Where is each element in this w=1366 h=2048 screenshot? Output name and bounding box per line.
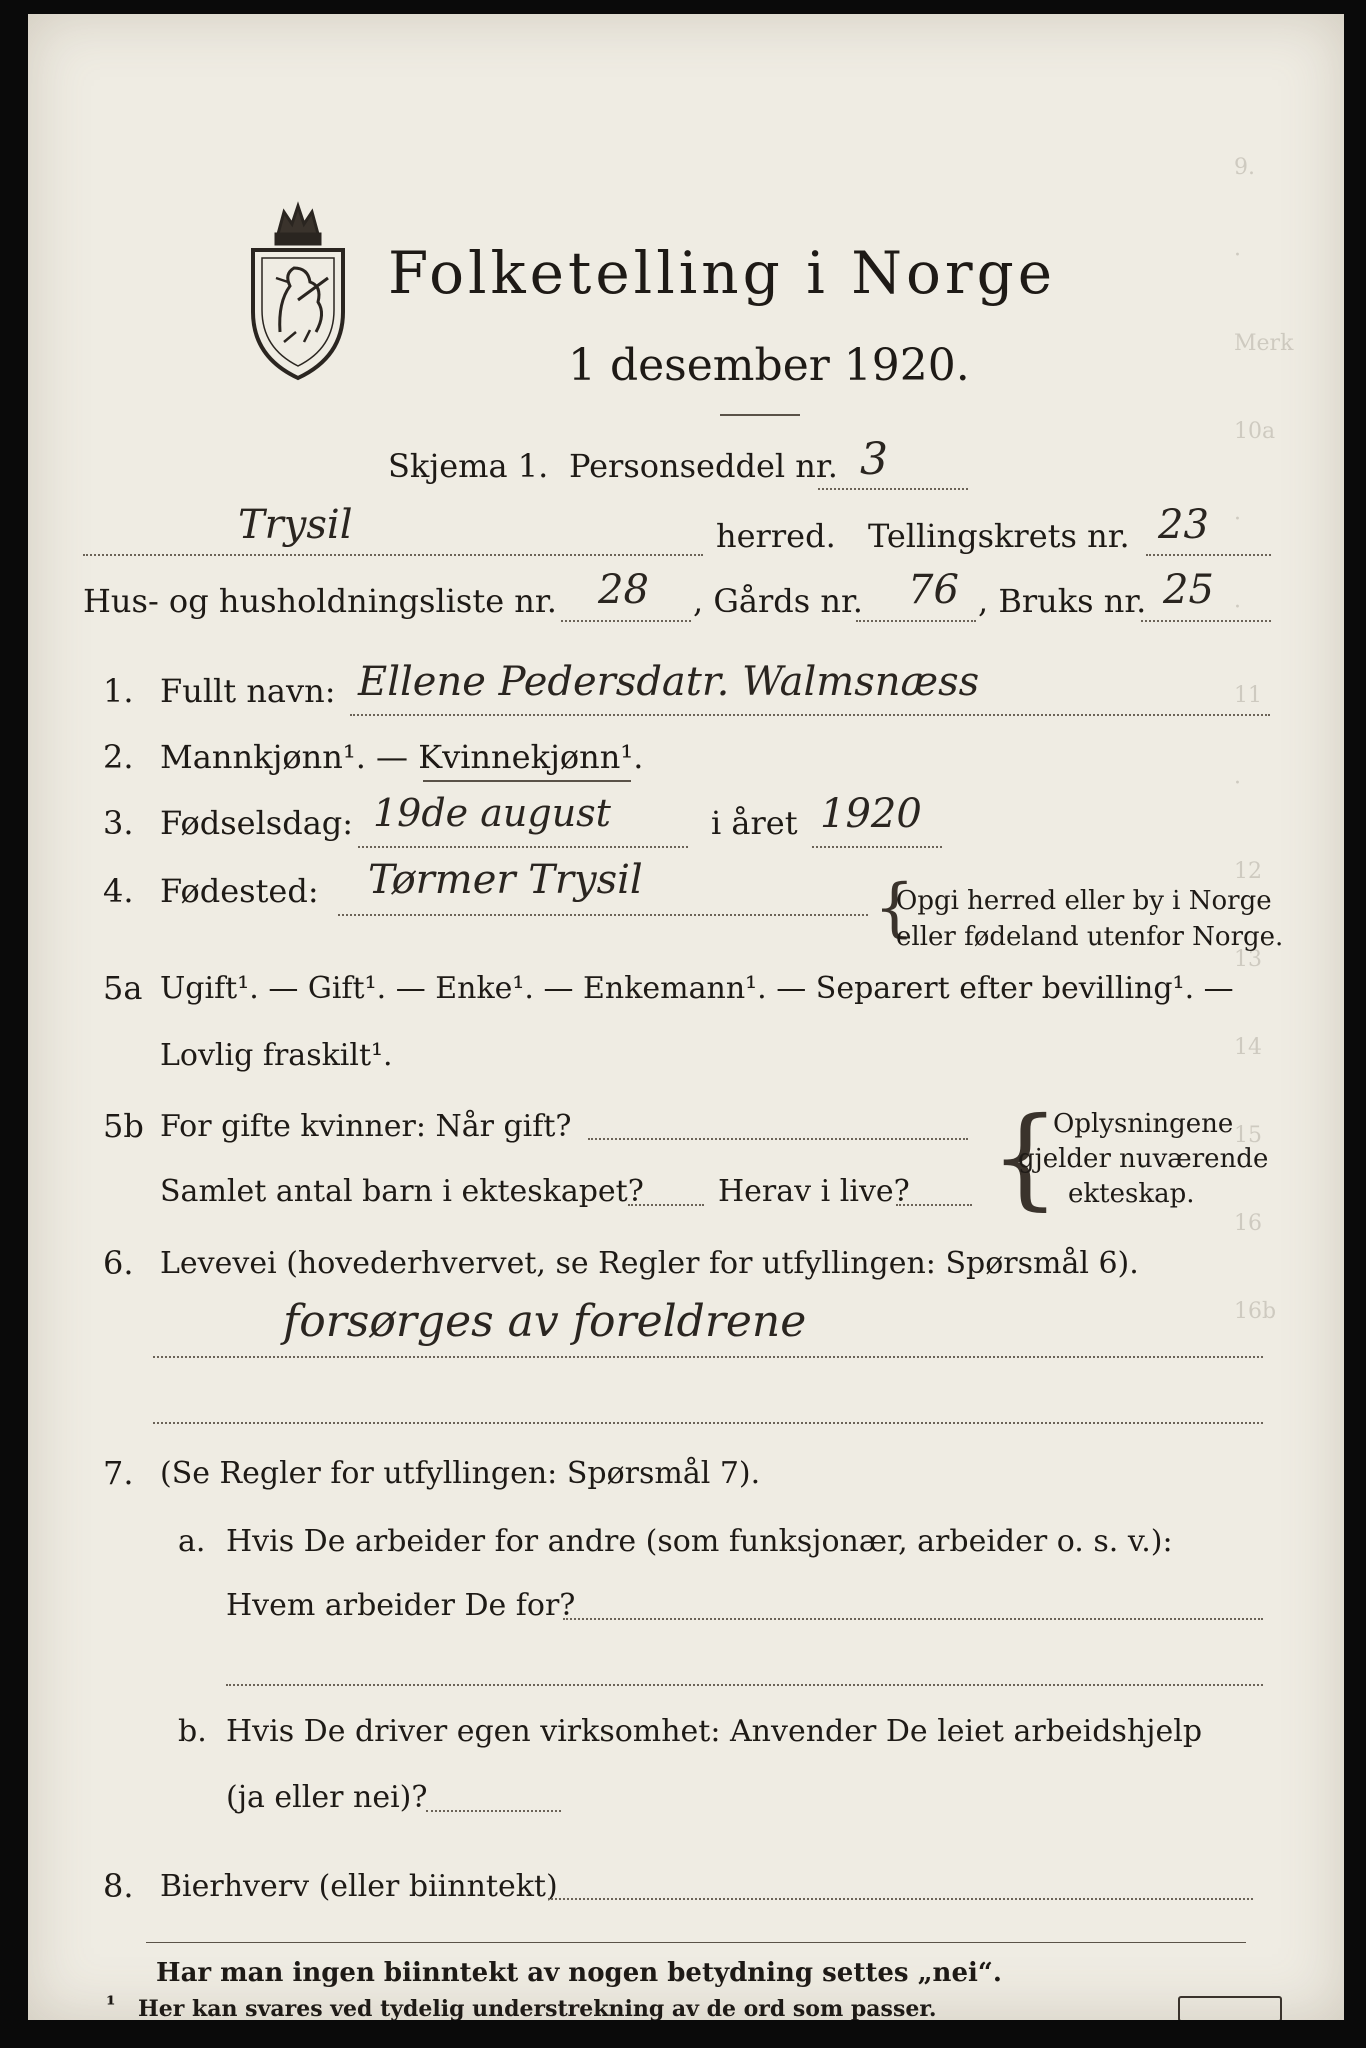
q4-label: Fødested: [160,872,319,910]
gender-options: Mannkjønn¹. — Kvinnekjønn¹. [160,738,644,776]
personseddel-line [818,488,968,490]
q7-number: 7. [103,1454,134,1492]
side-income-line [548,1898,1253,1900]
q5a-number: 5a [103,969,143,1007]
footnote-text: Her kan svares ved tydelig understrekning av de ord som passer. [138,1996,937,2020]
herred-value[interactable]: Trysil [238,502,353,548]
q3-label: Fødselsdag: [160,804,354,842]
birthplace-line [338,914,868,916]
birth-year-label: i året [711,804,798,842]
q8-number: 8. [103,1867,134,1905]
gards-line [856,620,976,622]
hus-label: Hus- og husholdningsliste nr. [83,582,557,620]
tellingskrets-value[interactable]: 23 [1158,502,1209,548]
full-name-value[interactable]: Ellene Pedersdatr. Walmsnæss [358,659,980,705]
children-alive-line [896,1204,972,1206]
census-form-page [28,14,1344,2020]
personseddel-value[interactable]: 3 [860,434,888,485]
hus-line [561,620,691,622]
marriage-brace: { [990,1093,1060,1221]
children-alive-label: Herav i live? [718,1174,910,1209]
self-employed-question: Hvis De driver egen virksomhet: Anvender De leiet arbeidshjelp [226,1714,1203,1749]
employer-line-1 [563,1618,1263,1620]
personseddel-label: Personseddel nr. [569,447,838,485]
norway-coat-of-arms-icon [238,182,358,382]
occupation-line-1 [153,1356,1263,1358]
hus-value[interactable]: 28 [598,567,649,613]
bruks-line [1141,620,1271,622]
birth-year-line [812,846,942,848]
birthday-value[interactable]: 19de august [373,791,611,835]
marriage-note-1: Oplysningene [1053,1109,1234,1139]
q2-number: 2. [103,738,134,776]
q5b-number: 5b [103,1107,144,1145]
form-title: Folketelling i Norge [388,239,1057,307]
gards-value[interactable]: 76 [908,567,959,613]
printer-stamp [1178,1996,1282,2020]
herred-label: herred. [716,517,836,555]
q4-number: 4. [103,872,134,910]
q7-label: (Se Regler for utfyllingen: Spørsmål 7). [160,1456,761,1491]
children-count-label: Samlet antal barn i ekteskapet? [160,1174,644,1209]
hired-help-label: (ja eller nei)? [226,1780,428,1815]
married-when-line [588,1138,968,1140]
q3-number: 3. [103,804,134,842]
tellingskrets-line [1146,554,1271,556]
birthplace-note-2: eller fødeland utenfor Norge. [896,922,1284,952]
marital-status-options: Ugift¹. — Gift¹. — Enke¹. — Enkemann¹. — Separert efter bevilling¹. — [160,971,1234,1006]
occupation-label: Levevei (hovederhvervet, se Regler for utfyllingen: Spørsmål 6). [160,1246,1139,1281]
footnote-mark: ¹ [106,1992,116,2018]
q6-number: 6. [103,1244,134,1282]
full-name-line [350,714,1270,716]
employer-question: Hvis De arbeider for andre (som funksjonær, arbeider o. s. v.): [226,1524,1173,1559]
bruks-label: , Bruks nr. [978,582,1147,620]
title-divider [720,414,800,416]
herred-line [83,554,703,556]
birthplace-note-1: Opgi herred eller by i Norge [896,886,1272,916]
birthplace-brace: { [874,871,915,945]
kvinnekjonn-underline [423,780,631,782]
bleed-through-text: 9. · Merk 10a · · 11 · 12 13 14 15 16 16b [1234,155,1294,1324]
form-date: 1 desember 1920. [568,340,970,391]
skjema-label: Skjema 1. [388,447,549,485]
q1-number: 1. [103,672,134,710]
bruks-value[interactable]: 25 [1163,567,1214,613]
birthday-line [358,846,688,848]
employer-label: Hvem arbeider De for? [226,1588,576,1623]
employer-line-2 [226,1684,1263,1686]
hired-help-line [426,1810,561,1812]
tellingskrets-label: Tellingskrets nr. [868,517,1130,555]
marital-status-options-2: Lovlig fraskilt¹. [160,1038,393,1073]
children-count-line [628,1204,704,1206]
marriage-note-2: gjelder nuværende [1018,1144,1269,1174]
gards-label: , Gårds nr. [693,582,863,620]
birthplace-value[interactable]: Tørmer Trysil [368,857,643,903]
marriage-note-3: ekteskap. [1068,1179,1195,1209]
footer-divider [146,1942,1246,1943]
q7a-letter: a. [178,1524,206,1559]
occupation-line-2 [153,1422,1263,1424]
occupation-value[interactable]: forsørges av foreldrene [283,1296,807,1347]
q1-label: Fullt navn: [160,672,336,710]
side-income-note: Har man ingen biinntekt av nogen betydning settes „nei“. [156,1958,1002,1988]
birth-year-value[interactable]: 1920 [820,791,922,837]
married-when-label: For gifte kvinner: Når gift? [160,1109,572,1144]
q7b-letter: b. [178,1714,207,1749]
side-income-label: Bierhverv (eller biinntekt) [160,1869,558,1904]
